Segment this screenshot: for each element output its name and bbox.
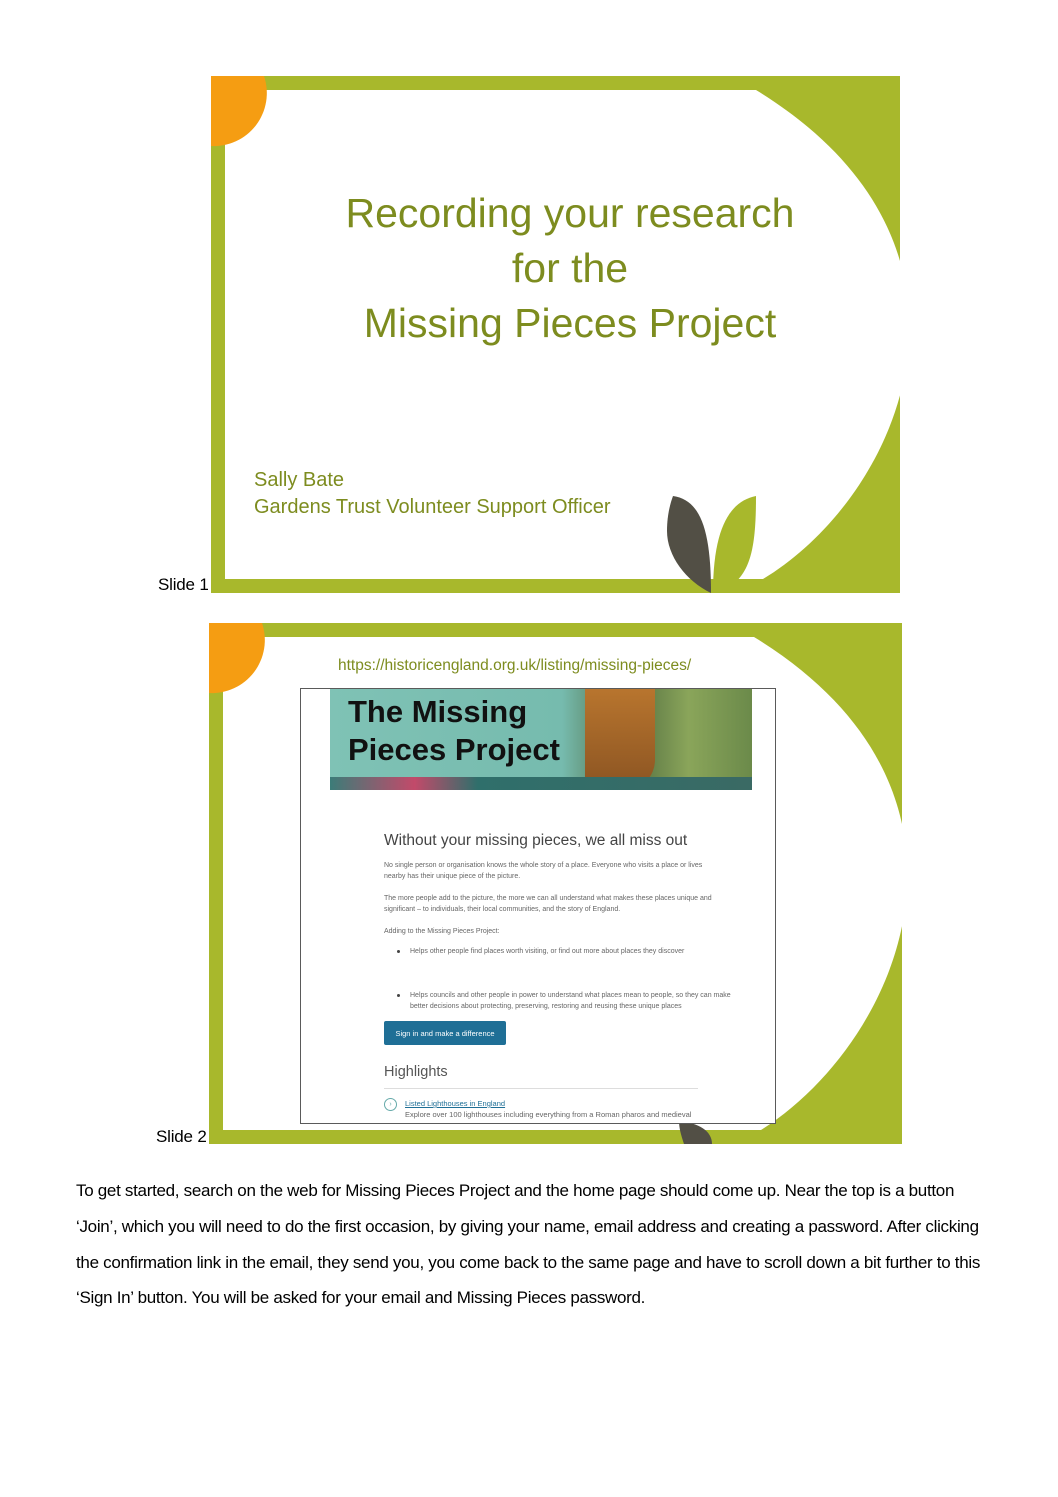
hero-banner xyxy=(330,689,752,790)
hero-title-line: The Missing xyxy=(348,694,528,729)
instructions-paragraph: To get started, search on the web for Missing Pieces Project and the home page should come up. Near the top is a button ‘Join’, which you will need to do the first occasion, by giving your name, email address and creating a password. After clicking the confirmation link in the email, they send you, you come back to the same page and have to scroll down a bit further to this ‘Sign In’ button. You will be asked for your email and Missing Pieces password. xyxy=(76,1181,981,1308)
divider xyxy=(384,1088,698,1089)
url-text: https://historicengland.org.uk/listing/missing-pieces/ xyxy=(338,657,692,674)
slide-1-title-line: Recording your research xyxy=(345,190,795,236)
website-screenshot xyxy=(300,688,776,1124)
web-paragraph: Adding to the Missing Pieces Project: xyxy=(384,928,500,935)
slide-1-label: Slide 1 xyxy=(158,575,209,594)
web-heading: Without your missing pieces, we all miss out xyxy=(384,832,688,849)
web-paragraph: No single person or organisation knows the whole story of a place. Everyone who visits a place or lives nearby has their unique piece of the picture. xyxy=(384,862,703,880)
slide-1-title-line: Missing Pieces Project xyxy=(363,300,777,346)
slide-1-title xyxy=(215,186,925,351)
web-paragraph: The more people add to the picture, the more we can all understand what makes these places unique and significant – to individuals, their local communities, and the story of England. xyxy=(384,895,712,913)
highlight-description: Explore over 100 lighthouses including everything from a Roman pharos and medieval xyxy=(405,1110,692,1119)
highlight-link[interactable]: Listed Lighthouses in England xyxy=(405,1099,506,1108)
web-bullet: Helps councils and other people in power to understand what places mean to people, so they can make better decisions about protecting, preserving, restoring and reusing these unique places xyxy=(384,990,740,1012)
slide-2-label: Slide 2 xyxy=(156,1127,207,1146)
chevron-right-icon[interactable]: › xyxy=(384,1098,397,1111)
slide-1-title-line: for the xyxy=(511,245,629,291)
highlights-heading: Highlights xyxy=(384,1064,448,1080)
hero-title-line: Pieces Project xyxy=(348,732,560,767)
hero-title xyxy=(348,693,560,769)
author-name: Sally Bate xyxy=(254,469,345,491)
author-role: Gardens Trust Volunteer Support Officer xyxy=(254,496,611,518)
sign-in-button[interactable]: Sign in and make a difference xyxy=(384,1021,506,1045)
web-bullet: Helps other people find places worth visiting, or find out more about places they discover xyxy=(384,946,740,957)
slide-1-author xyxy=(254,467,610,521)
